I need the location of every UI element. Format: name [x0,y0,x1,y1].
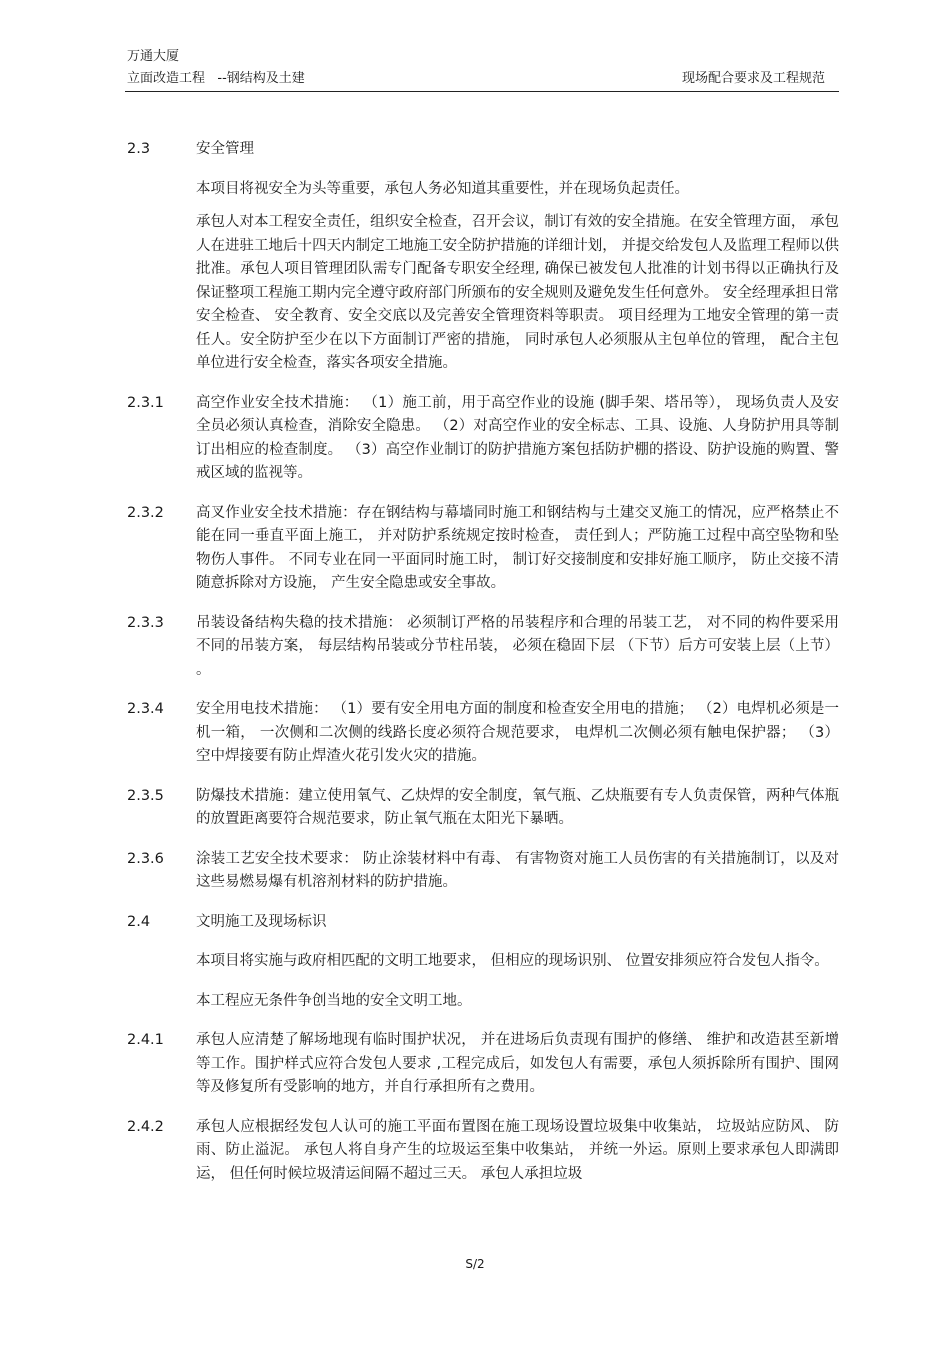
clause [127,502,839,596]
clause [127,848,839,895]
clause-number: 2.4.1 [127,1032,164,1048]
section-title: 安全管理 [196,141,254,157]
header-divider [125,91,839,92]
header-building: 万通大厦 [127,49,180,64]
clause-number: 2.3.5 [127,787,164,804]
paragraph: 本工程应无条件争创当地的安全文明工地。 [196,992,472,1009]
clause-text: 吊装设备结构失稳的技术措施： 必须制订严格的吊装程序和合理的吊装工艺， 对不同的构件要采用不同的吊装方案， 每层结构吊装或分节柱吊装， 必须在稳固下层 （下节）后方可安装上层（上节） 。 [196,614,839,678]
clause-text: 高空作业安全技术措施： （1）施工前，用于高空作业的设施 (脚手架、塔吊等）， 现场负责人及安全员必须认真检查，消除安全隐患。 （2）对高空作业的安全标志、工具、设施、人身防护用具等制订出相应的检查制度。 （3）高空作业制订的防护措施方案包括防护棚的搭设、防护设施的购置、警戒区域的监视等。 [196,394,839,481]
header-doc-title: 现场配合要求及工程规范 [681,71,825,86]
clause-number: 2.4.2 [127,1118,164,1135]
paragraph: 承包人对本工程安全责任，组织安全检查，召开会议，制订有效的安全措施。在安全管理方面， 承包人在进驻工地后十四天内制定工地施工安全防护措施的详细计划， 并提交给发包人及监理工程师以供批准。承包人项目管理团队需专门配备专职安全经理, 确保已被发包人批准的计划书得以正确执行及保证整项工程施工期内完全遵守政府部门所颁布的安全规则及避免发生任何意外。 安全经理承担日常安全检查、 安全教育、安全交底以及完善安全管理资料等职责。 项目经理为工地安全管理的第一责任人。安全防护至少在以下方面制订严密的措施， 同时承包人必须服从主包单位的管理， 配合主包单位进行安全检查，落实各项安全措施。 [196,214,839,371]
document-header [127,46,305,90]
clause-text: 涂装工艺安全技术要求： 防止涂装材料中有毒、 有害物资对施工人员伤害的有关措施制订，以及对这些易燃易爆有机溶剂材料的防护措施。 [196,850,839,890]
header-project: 立面改造工程 --钢结构及土建 [127,71,305,86]
clause [127,1029,839,1100]
section-number: 2.3 [127,141,151,157]
section-number: 2.4 [127,913,151,930]
clause-number: 2.3.4 [127,701,164,717]
paragraph: 本项目将视安全为头等重要，承包人务必知道其重要性，并在现场负起责任。 [196,180,689,197]
clause-text: 高叉作业安全技术措施：存在钢结构与幕墙同时施工和钢结构与土建交叉施工的情况，应严格禁止不能在同一垂直平面上施工， 并对防护系统规定按时检查， 责任到人；严防施工过程中高空坠物和坠物伤人事件。 不同专业在同一平面同时施工时， 制订好交接制度和安排好施工顺序， 防止交接不清随意拆除对方设施， 产生安全隐患或安全事故。 [196,504,839,591]
clause-text: 承包人应根据经发包人认可的施工平面布置图在施工现场设置垃圾集中收集站， 垃圾站应防风、 防雨、防止溢泥。 承包人将自身产生的垃圾运至集中收集站， 并统一外运。原则上要求承包人即满即运， 但任何时候垃圾清运间隔不超过三天。 承包人承担垃圾 [196,1118,839,1182]
page-number: S/2 [465,1257,485,1271]
clause [127,1116,839,1187]
clause [127,612,839,683]
clause-text: 安全用电技术措施： （1）要有安全用电方面的制度和检查安全用电的措施； （2）电焊机必须是一机一箱， 一次侧和二次侧的线路长度必须符合规范要求， 电焊机二次侧必须有触电保护器； （3）空中焊接要有防止焊渣火花引发火灾的措施。 [196,701,839,764]
clause-number: 2.3.3 [127,614,164,631]
document-body [127,138,839,1202]
paragraph: 本项目将实施与政府相匹配的文明工地要求， 但相应的现场识别、 位置安排须应符合发包人指令。 [196,953,829,969]
clause-number: 2.3.2 [127,504,164,521]
clause [127,698,839,769]
clause-text: 承包人应清楚了解场地现有临时围护状况， 并在进场后负责现有围护的修缮、 维护和改造甚至新增等工作。围护样式应符合发包人要求 ,工程完成后，如发包人有需要，承包人须拆除所有围护、围网等及修复所有受影响的地方，并自行承担所有之费用。 [196,1032,839,1095]
clause-text: 防爆技术措施：建立使用氧气、乙炔焊的安全制度，氧气瓶、乙炔瓶要有专人负责保管，两种气体瓶的放置距离要符合规范要求，防止氧气瓶在太阳光下暴晒。 [196,787,839,827]
clause-number: 2.3.6 [127,850,164,867]
section-heading [127,138,839,162]
clause [127,392,839,486]
section-title: 文明施工及现场标识 [196,913,327,930]
section-heading [127,911,839,935]
clause-number: 2.3.1 [127,394,164,411]
clause [127,785,839,832]
